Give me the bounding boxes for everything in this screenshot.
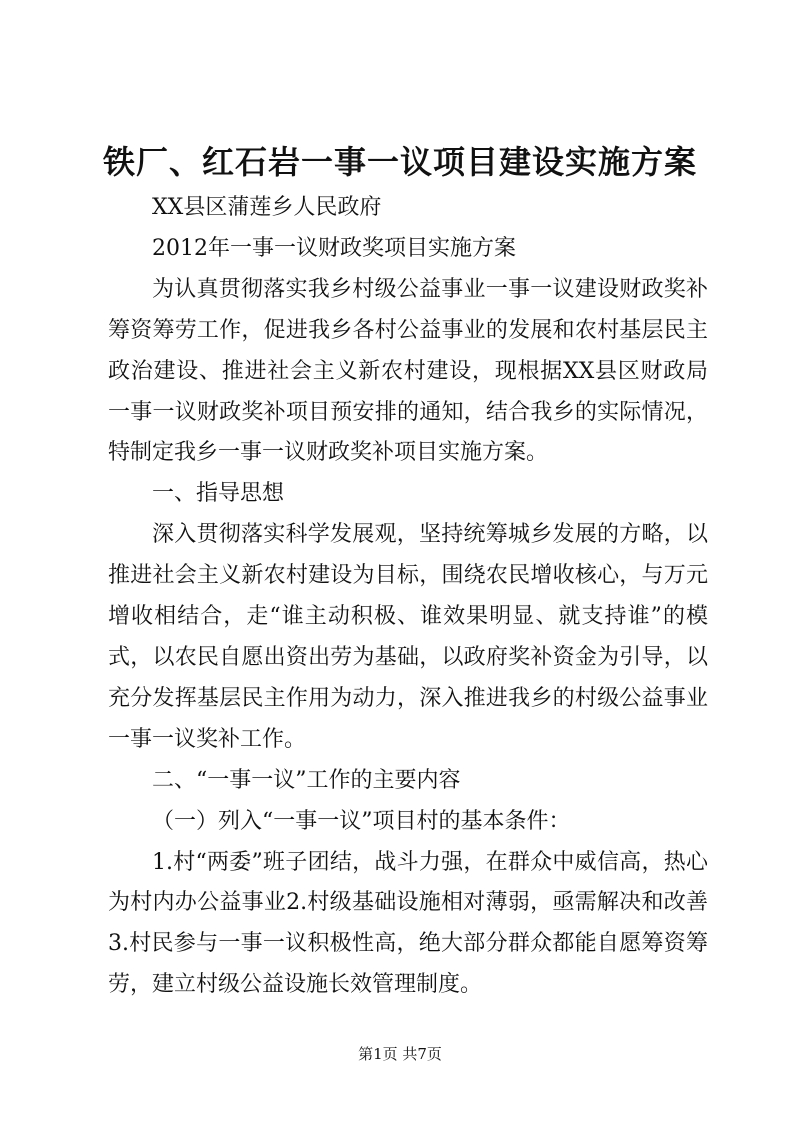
issuer-line: XX县区蒲莲乡人民政府	[152, 195, 382, 220]
intro-paragraph: 为认真贯彻落实我乡村级公益事业一事一议建设财政奖补筹资筹劳工作，促进我乡各村公益事业的发展和农村基层民主政治建设、推进社会主义新农村建设，现根据XX县区财政局一事一议财政奖补项目预安排的通知，结合我乡的实际情况，特制定我乡一事一议财政奖补项目实施方案。	[108, 276, 708, 466]
section-heading-main-content: 二、“一事一议”工作的主要内容	[152, 767, 461, 793]
guiding-thought-paragraph: 深入贯彻落实科学发展观，坚持统筹城乡发展的方略，以推进社会主义新农村建设为目标，围绕农民增收核心，与万元增收相结合，走“谁主动积极、谁效果明显、就支持谁”的模式，以农民自愿出资出劳为基础，以政府奖补资金为引导，以充分发挥基层民主作用为动力，深入推进我乡的村级公益事业一事一议奖补工作。	[108, 522, 708, 752]
section-heading-guiding-thought: 一、指导思想	[152, 481, 285, 507]
document-title: 铁厂、红石岩一事一议项目建设实施方案	[102, 143, 697, 181]
page-number-footer: 第1页 共7页	[358, 1045, 442, 1063]
subsection-heading-basic-conditions: （一）列入“一事一议”项目村的基本条件：	[152, 808, 571, 834]
document-body	[108, 188, 708, 1006]
basic-conditions-paragraph: 1.村“两委”班子团结，战斗力强，在群众中威信高，热心为村内办公益事业2.村级基础设施相对薄弱，亟需解决和改善3.村民参与一事一议积极性高，绝大部分群众都能自愿筹资筹劳，建立村级公益设施长效管理制度。	[108, 849, 708, 998]
subtitle-line: 2012年一事一议财政奖项目实施方案	[152, 235, 516, 261]
